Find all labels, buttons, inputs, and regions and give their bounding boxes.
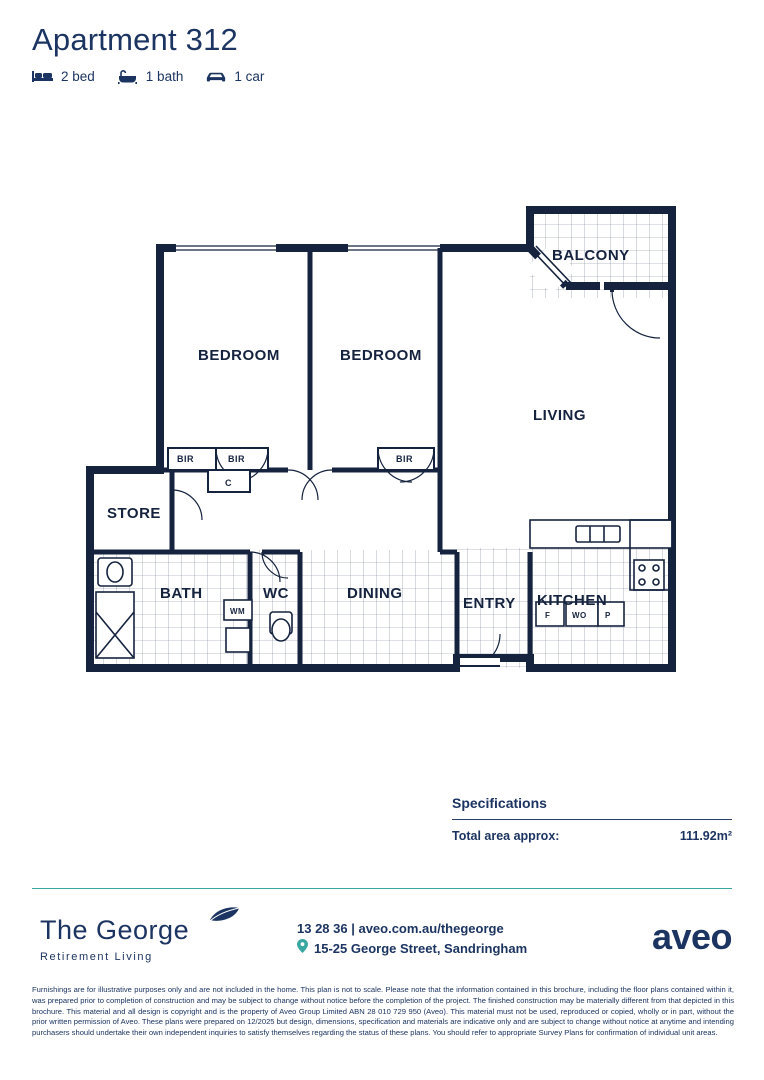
room-label-living: LIVING xyxy=(533,407,587,424)
feature-bath-label: 1 bath xyxy=(145,68,184,84)
bath-icon xyxy=(117,68,139,84)
page-header xyxy=(32,22,732,84)
contact-address-row xyxy=(297,939,527,959)
feature-list xyxy=(32,68,732,84)
bir-label-right: BIR xyxy=(396,454,413,464)
floorplan xyxy=(0,160,764,720)
aveo-logo: aveo xyxy=(651,916,732,957)
disclaimer-text: Furnishings are for illustrative purposes only and are not included in the home. This plan is not to scale. Please note that the information contained in this brochure, including the floor plans contained within it, was prepared prior to completion of construction and may be subject to change without notice before the completion of the project. The finished construction may be materially different from that depicted in this brochure. This material and all design is copyright and is the property of Aveo Group Limited ABN 28 010 729 950 (Aveo). This material must not be used, reproduced or copied, wholly or in part, without the prior written permission of Aveo. These plans were prepared on 12/2025 but design, dimensions, specification and materials are indicative only and are subject to change without notice at anytime and intending purchasers should undertake their own independent inquiries to satisfy themselves regarding the status of these plans. You should refer to appropriate Survey Plans for confirmation of individual unit areas. xyxy=(32,985,734,1038)
room-label-balcony: BALCONY xyxy=(552,247,630,264)
room-label-dining: DINING xyxy=(347,585,403,602)
feature-bed xyxy=(32,68,95,84)
fridge-label: F xyxy=(545,611,551,620)
specifications-divider xyxy=(452,819,732,820)
room-label-wc: WC xyxy=(263,585,289,602)
total-area-label: Total area approx: xyxy=(452,829,560,843)
bir-label-left: BIR xyxy=(177,454,194,464)
wall-oven-label: WO xyxy=(572,611,587,620)
pantry-label: P xyxy=(605,611,611,620)
footer-divider xyxy=(32,888,732,889)
room-label-store: STORE xyxy=(107,505,161,522)
bir-label-mid: BIR xyxy=(228,454,245,464)
contact-address: 15-25 George Street, Sandringham xyxy=(314,941,528,957)
room-label-bedroom-2: BEDROOM xyxy=(340,347,422,364)
table-row xyxy=(452,829,732,843)
bed-icon xyxy=(32,68,54,84)
room-label-bedroom-1: BEDROOM xyxy=(198,347,280,364)
feature-car xyxy=(205,68,264,84)
map-pin-icon xyxy=(297,939,308,959)
total-area-value: 111.92m² xyxy=(679,829,732,843)
brand-tagline: Retirement Living xyxy=(40,951,153,963)
wm-label: WM xyxy=(230,607,246,616)
room-label-kitchen: KITCHEN xyxy=(537,592,608,609)
room-label-entry: ENTRY xyxy=(463,595,516,612)
leaf-icon xyxy=(206,904,242,929)
contact-block xyxy=(297,919,527,959)
feature-bath xyxy=(117,68,184,84)
page-title: Apartment 312 xyxy=(32,22,238,57)
room-label-bath: BATH xyxy=(160,585,203,602)
brand-block xyxy=(40,917,260,963)
specifications-title: Specifications xyxy=(452,795,547,811)
feature-bed-label: 2 bed xyxy=(61,68,95,84)
floorplan-svg xyxy=(0,160,764,720)
contact-phone-web[interactable]: 13 28 36 | aveo.com.au/thegeorge xyxy=(297,921,504,936)
specifications-block xyxy=(452,795,732,843)
brand-name: The George xyxy=(40,915,190,945)
cupboard-label: C xyxy=(225,478,232,488)
feature-car-label: 1 car xyxy=(234,68,265,84)
car-icon xyxy=(205,68,227,84)
page-footer xyxy=(32,905,732,975)
